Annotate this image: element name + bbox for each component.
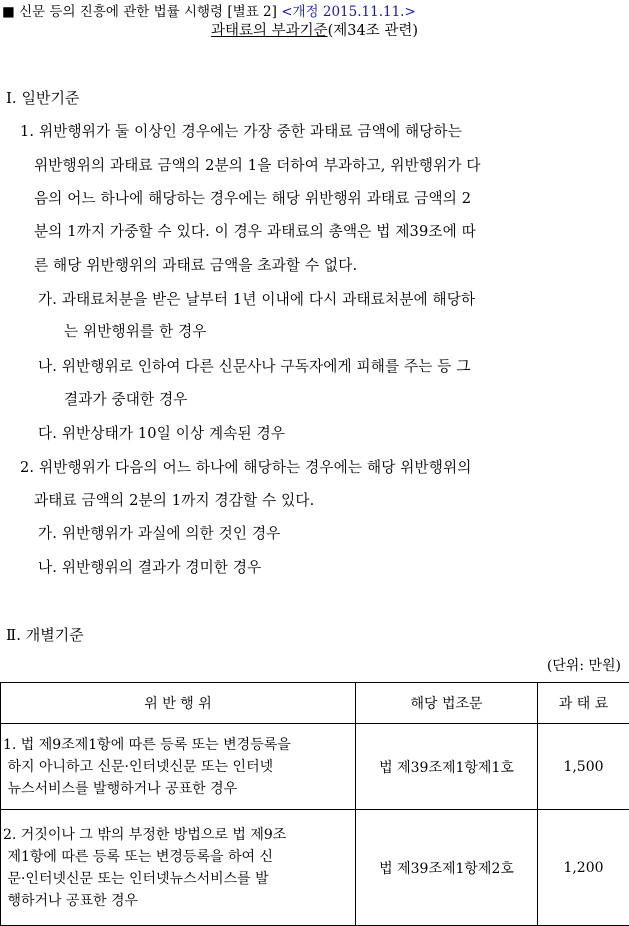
violation-cell: 2. 거짓이나 그 밖의 부정한 방법으로 법 제9조 제1항에 따른 등록 또는 변경등록을 하여 신 문·인터넷신문 또는 인터넷뉴스서비스를 발 행하거나 공표한 경우 bbox=[1, 810, 356, 926]
item2-sub-na: 나. 위반행위의 결과가 경미한 경우 bbox=[38, 556, 261, 577]
item1-line: 른 해당 위반행위의 과태료 금액을 초과할 수 없다. bbox=[34, 254, 357, 275]
item1-line: 음의 어느 하나에 해당하는 경우에는 해당 위반행위 과태료 금액의 2 bbox=[34, 187, 471, 208]
individual-heading: Ⅱ. 개별기준 bbox=[6, 624, 84, 645]
violation-cell: 1. 법 제9조제1항에 따른 등록 또는 변경등록을 하지 아니하고 신문·인터넷신문 또는 인터넷 뉴스서비스를 발행하거나 공표한 경우 bbox=[1, 724, 356, 810]
item1-line: 분의 1까지 가중할 수 있다. 이 경우 과태료의 총액은 법 제39조에 따 bbox=[34, 220, 476, 241]
item1-sub-na-cont: 결과가 중대한 경우 bbox=[64, 388, 188, 409]
table-row bbox=[1, 810, 629, 926]
article-cell: 법 제39조제1항제2호 bbox=[356, 810, 538, 926]
page-title bbox=[0, 19, 629, 40]
item1-sub-ga: 가. 과태료처분을 받은 날부터 1년 이내에 다시 과태료처분에 해당하 bbox=[38, 288, 475, 309]
item1-sub-ga-cont: 는 위반행위를 한 경우 bbox=[64, 320, 207, 341]
unit-label: (단위: 만원) bbox=[547, 655, 621, 675]
fines-table bbox=[0, 682, 629, 926]
item2-line: 과태료 금액의 2분의 1까지 경감할 수 있다. bbox=[34, 489, 314, 510]
article-cell: 법 제39조제1항제1호 bbox=[356, 724, 538, 810]
revision-link[interactable]: <개정 2015.11.11.> bbox=[281, 4, 416, 20]
header-line bbox=[2, 0, 416, 20]
fine-cell: 1,200 bbox=[538, 810, 629, 926]
table-row bbox=[1, 724, 629, 810]
item2-sub-ga: 가. 위반행위가 과실에 의한 것인 경우 bbox=[38, 522, 280, 543]
col-header-fine: 과 태 료 bbox=[538, 683, 629, 724]
fine-cell: 1,500 bbox=[538, 724, 629, 810]
title-ref: (제34조 관련) bbox=[328, 23, 418, 39]
table-header-row bbox=[1, 683, 629, 724]
col-header-violation: 위 반 행 위 bbox=[1, 683, 356, 724]
law-name: 신문 등의 진흥에 관한 법률 시행령 [별표 2] bbox=[19, 4, 277, 20]
item1-sub-da: 다. 위반상태가 10일 이상 계속된 경우 bbox=[38, 422, 285, 443]
item1-line: 1. 위반행위가 둘 이상인 경우에는 가장 중한 과태료 금액에 해당하는 bbox=[20, 120, 462, 141]
general-heading: Ⅰ. 일반기준 bbox=[6, 87, 79, 108]
col-header-article: 해당 법조문 bbox=[356, 683, 538, 724]
square-bullet-icon: ■ bbox=[2, 4, 15, 20]
title-main: 과태료의 부과기준 bbox=[211, 23, 328, 39]
item1-line: 위반행위의 과태료 금액의 2분의 1을 더하여 부과하고, 위반행위가 다 bbox=[34, 154, 481, 175]
item1-sub-na: 나. 위반행위로 인하여 다른 신문사나 구독자에게 피해를 주는 등 그 bbox=[38, 355, 471, 376]
item2-line: 2. 위반행위가 다음의 어느 하나에 해당하는 경우에는 해당 위반행위의 bbox=[20, 456, 471, 477]
